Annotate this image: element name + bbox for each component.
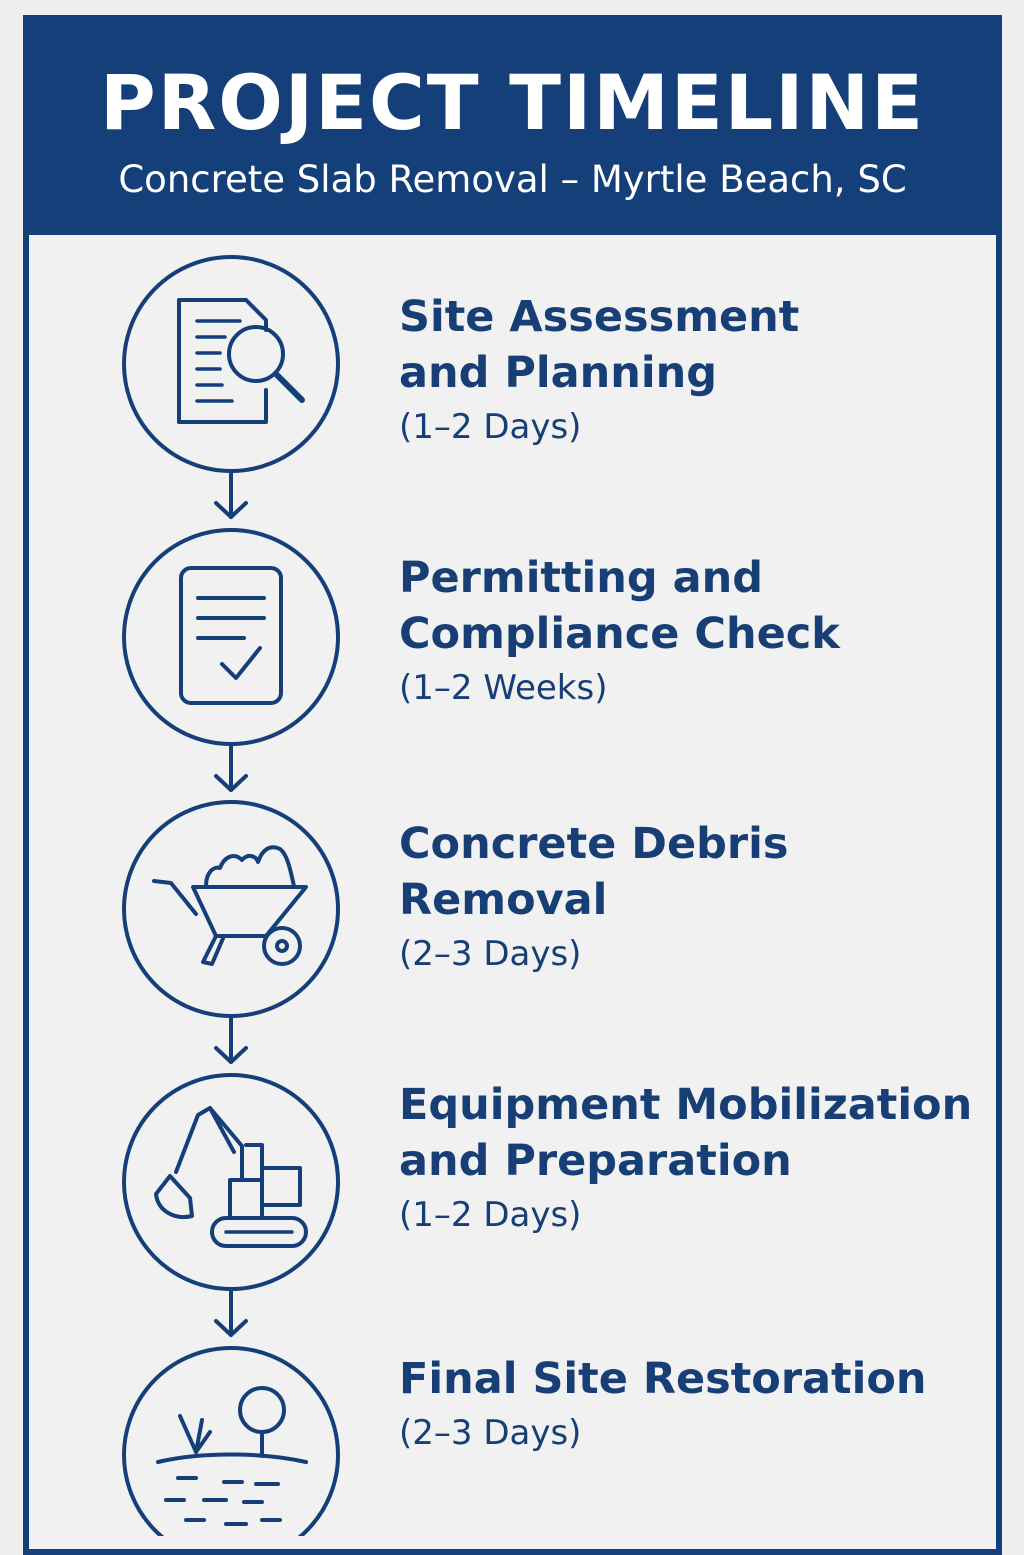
step-3-text xyxy=(399,816,788,978)
step-3-duration: (2–3 Days) xyxy=(399,934,582,974)
step-2-duration: (1–2 Weeks) xyxy=(399,668,608,708)
step-5-duration: (2–3 Days) xyxy=(399,1413,582,1453)
timeline-header xyxy=(29,21,996,235)
page-subtitle: Concrete Slab Removal – Myrtle Beach, SC xyxy=(118,158,907,201)
step-5-title: Final Site Restoration xyxy=(399,1354,927,1404)
step-1-text xyxy=(399,289,799,451)
step-4-title: Equipment Mobilization and Preparation xyxy=(399,1080,973,1186)
page-title: PROJECT TIMELINE xyxy=(100,58,925,147)
step-2-title: Permitting and Compliance Check xyxy=(399,553,840,659)
timeline-frame xyxy=(23,15,1002,1555)
step-4-text xyxy=(399,1077,972,1239)
step-1-title: Site Assessment and Planning xyxy=(399,292,800,398)
step-5-text xyxy=(399,1351,927,1457)
step-4-duration: (1–2 Days) xyxy=(399,1195,582,1235)
step-1-duration: (1–2 Days) xyxy=(399,407,582,447)
step-3-title: Concrete Debris Removal xyxy=(399,819,789,925)
step-2-text xyxy=(399,550,840,712)
